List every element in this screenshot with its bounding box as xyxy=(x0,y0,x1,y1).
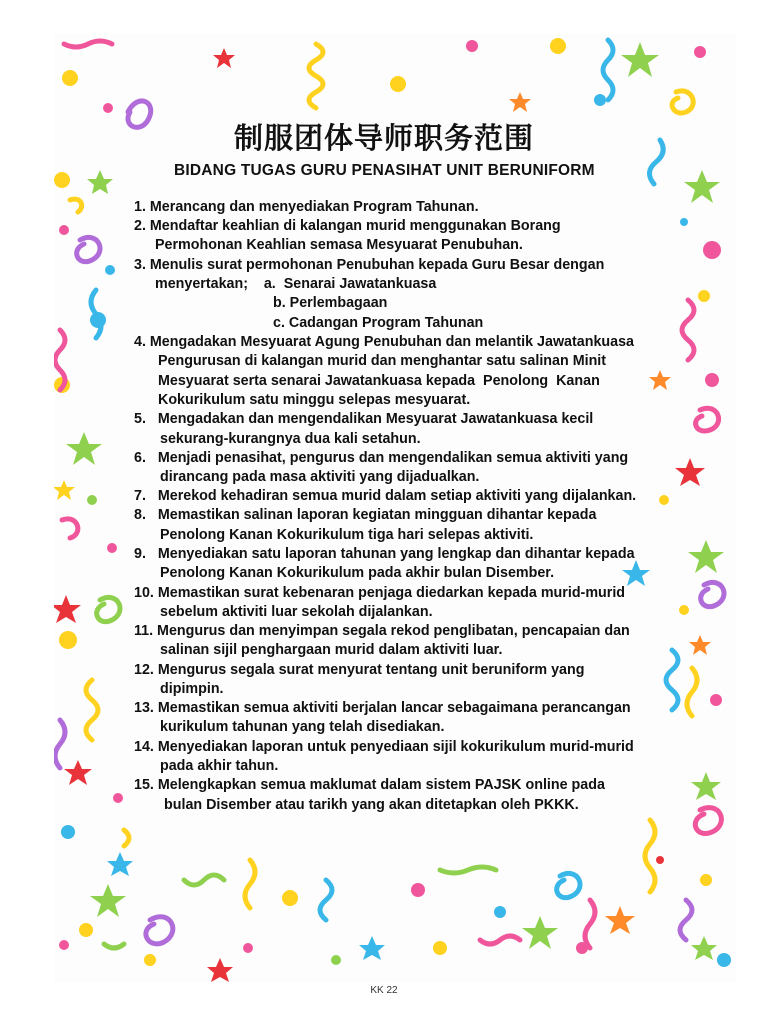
list-item: kurikulum tahunan yang telah disediakan. xyxy=(160,719,445,735)
list-item: menyertakan; a. Senarai Jawatankuasa xyxy=(155,276,437,292)
list-item: 1. Merancang dan menyediakan Program Tahunan. xyxy=(134,199,479,215)
list-item: Penolong Kanan Kokurikulum pada akhir bulan Disember. xyxy=(160,565,555,581)
list-item: salinan sijil penghargaan murid dalam aktiviti luar. xyxy=(160,642,503,658)
list-item: 12. Mengurus segala surat menyurat tentang unit beruniform yang xyxy=(134,662,585,678)
page-number: KK 22 xyxy=(370,985,398,996)
page-subtitle: BIDANG TUGAS GURU PENASIHAT UNIT BERUNIFORM xyxy=(174,162,595,179)
list-item: 2. Mendaftar keahlian di kalangan murid menggunakan Borang xyxy=(134,218,561,234)
list-item: 4. Mengadakan Mesyuarat Agung Penubuhan dan melantik Jawatankuasa xyxy=(134,334,634,350)
list-item: 13. Memastikan semua aktiviti berjalan lancar sebagaimana perancangan xyxy=(134,700,631,716)
list-item: Permohonan Keahlian semasa Mesyuarat Penubuhan. xyxy=(155,237,523,253)
list-item: Pengurusan di kalangan murid dan menghantar satu salinan Minit xyxy=(158,353,607,369)
list-item: 7. Merekod kehadiran semua murid dalam setiap aktiviti yang dijalankan. xyxy=(134,488,637,504)
list-item: 6. Menjadi penasihat, pengurus dan mengendalikan semua aktiviti yang xyxy=(134,450,629,466)
list-item: 5. Mengadakan dan mengendalikan Mesyuarat Jawatankuasa kecil xyxy=(134,411,594,427)
page-title-chinese: 制服团体导师职务范围 xyxy=(233,121,534,155)
list-item: sebelum aktiviti luar sekolah dijalankan. xyxy=(160,604,433,620)
list-item: 11. Mengurus dan menyimpan segala rekod penglibatan, pencapaian dan xyxy=(134,623,630,639)
list-item: 15. Melengkapkan semua maklumat dalam sistem PAJSK online pada xyxy=(134,777,605,793)
list-item: 8. Memastikan salinan laporan kegiatan mingguan dihantar kepada xyxy=(134,507,597,523)
list-item: c. Cadangan Program Tahunan xyxy=(273,315,484,331)
list-item: Penolong Kanan Kokurikulum tiga hari selepas aktiviti. xyxy=(160,527,534,543)
list-item: 9. Menyediakan satu laporan tahunan yang lengkap dan dihantar kepada xyxy=(134,546,635,562)
list-item: Kokurikulum satu minggu selepas mesyuarat. xyxy=(158,392,471,408)
list-item: sekurang-kurangnya dua kali setahun. xyxy=(160,431,421,447)
list-item: 10. Memastikan surat kebenaran penjaga diedarkan kepada murid-murid xyxy=(134,585,626,601)
list-item: 14. Menyediakan laporan untuk penyediaan sijil kokurikulum murid-murid xyxy=(134,739,634,755)
list-item: 3. Menulis surat permohonan Penubuhan kepada Guru Besar dengan xyxy=(134,257,605,273)
list-item: dipimpin. xyxy=(160,681,224,697)
list-item: Mesyuarat serta senarai Jawatankuasa kepada Penolong Kanan xyxy=(158,373,600,389)
list-item: dirancang pada masa aktiviti yang dijadualkan. xyxy=(160,469,480,485)
list-item: pada akhir tahun. xyxy=(160,758,279,774)
list-item: bulan Disember atau tarikh yang akan ditetapkan oleh PKKK. xyxy=(164,797,579,813)
list-item: b. Perlembagaan xyxy=(273,295,388,311)
